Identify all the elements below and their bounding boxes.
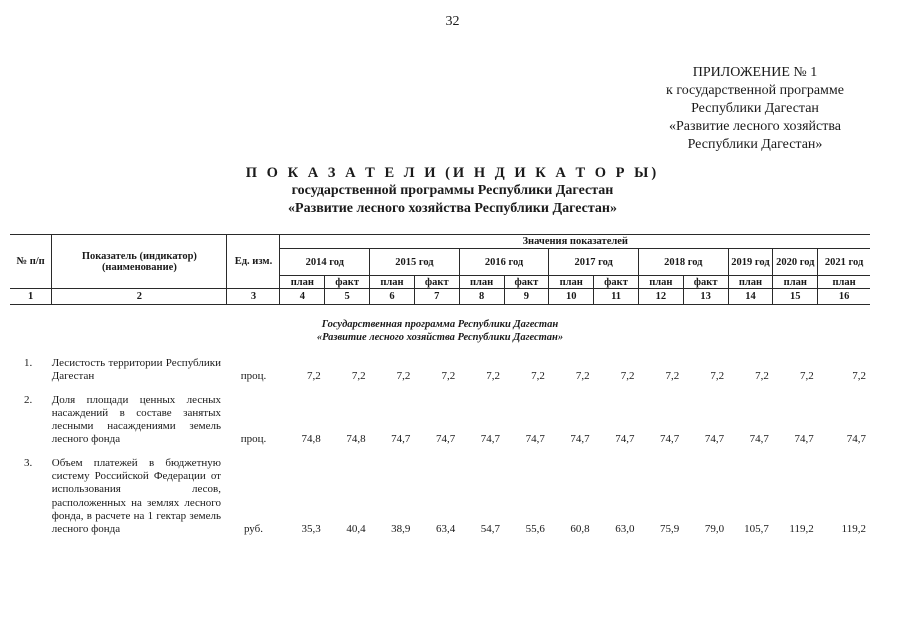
title-line: «Развитие лесного хозяйства Республики Дагестан»	[288, 201, 617, 216]
row-unit: проц.	[240, 433, 267, 446]
row-unit: проц.	[240, 370, 267, 383]
header-year: 2021 год	[818, 249, 870, 276]
column-number: 4	[280, 289, 325, 305]
header-year: 2020 год	[773, 249, 818, 276]
column-number: 13	[683, 289, 728, 305]
row-value: 74,7	[391, 433, 411, 446]
indicators-table	[10, 234, 870, 537]
row-spacer	[10, 447, 870, 457]
row-value: 75,9	[660, 523, 680, 536]
appendix-line: Республики Дагестан	[691, 101, 819, 116]
column-number: 6	[370, 289, 415, 305]
row-value: 7,2	[575, 370, 590, 383]
row-value: 7,2	[710, 370, 725, 383]
table-row	[10, 357, 870, 384]
row-value: 40,4	[346, 523, 366, 536]
row-value: 7,2	[799, 370, 814, 383]
header-year: 2019 год	[728, 249, 773, 276]
column-number: 5	[325, 289, 370, 305]
header-year: 2017 год	[549, 249, 639, 276]
row-value: 7,2	[351, 370, 366, 383]
section-line: Государственная программа Республики Дагестан	[321, 319, 559, 330]
column-number: 7	[414, 289, 459, 305]
section-heading	[10, 305, 870, 358]
row-value: 79,0	[704, 523, 725, 536]
header-year: 2016 год	[459, 249, 549, 276]
row-value: 74,7	[704, 433, 725, 446]
table-row	[10, 394, 870, 447]
header-plan: план	[370, 276, 415, 289]
row-value: 74,7	[846, 433, 866, 446]
document-title	[0, 164, 905, 218]
row-value: 74,7	[435, 433, 456, 446]
row-value: 54,7	[480, 523, 501, 536]
row-value: 74,7	[480, 433, 501, 446]
table-row	[10, 457, 870, 537]
row-unit: руб.	[243, 523, 263, 536]
title-line: государственной программы Республики Дагестан	[291, 183, 614, 198]
header-plan: план	[728, 276, 773, 289]
header-plan: план	[638, 276, 683, 289]
header-fact: факт	[594, 276, 639, 289]
row-value: 60,8	[570, 523, 590, 536]
row-number: 2.	[24, 393, 33, 406]
appendix-block	[620, 64, 890, 154]
header-plan: план	[773, 276, 818, 289]
row-number: 1.	[24, 357, 33, 369]
row-value: 38,9	[391, 523, 411, 536]
row-value: 74,7	[570, 433, 590, 446]
row-value: 74,8	[346, 433, 366, 446]
row-value: 74,7	[660, 433, 680, 446]
header-year: 2015 год	[370, 249, 460, 276]
header-name: Показатель (индикатор) (наименование)	[52, 235, 227, 289]
row-value: 119,2	[841, 523, 866, 536]
header-year: 2018 год	[638, 249, 728, 276]
header-fact: факт	[325, 276, 370, 289]
appendix-line: «Развитие лесного хозяйства	[668, 119, 841, 134]
row-value: 119,2	[789, 523, 814, 536]
row-value: 74,7	[794, 433, 814, 446]
header-plan: план	[818, 276, 870, 289]
column-number: 14	[728, 289, 773, 305]
title-line: П О К А З А Т Е Л И (И Н Д И К А Т О Р Ы)	[245, 165, 660, 181]
row-value: 7,2	[852, 370, 866, 383]
row-value: 7,2	[441, 370, 456, 383]
row-value: 74,7	[525, 433, 545, 446]
row-indicator-name: Лесистость территории Республики Дагестан	[51, 357, 221, 383]
row-number: 3.	[24, 456, 33, 469]
page-number: 32	[445, 14, 460, 29]
row-value: 63,4	[435, 523, 456, 536]
row-value: 74,7	[615, 433, 635, 446]
column-number: 9	[504, 289, 549, 305]
column-number: 8	[459, 289, 504, 305]
header-fact: факт	[504, 276, 549, 289]
header-year: 2014 год	[280, 249, 370, 276]
header-plan: план	[280, 276, 325, 289]
row-value: 7,2	[486, 370, 501, 383]
row-value: 7,2	[396, 370, 411, 383]
section-line: «Развитие лесного хозяйства Республики Дагестан»	[316, 332, 564, 343]
header-num: № п/п	[10, 235, 52, 289]
row-value: 7,2	[665, 370, 680, 383]
column-number: 16	[818, 289, 870, 305]
row-value: 7,2	[755, 370, 769, 383]
header-values-title: Значения показателей	[280, 235, 870, 249]
row-indicator-name: Объем платежей в бюджетную систему Российской Федерации от использования лесов, расположенных на землях лесного фонда, в расчете на 1 гектар земель лесного фонда	[51, 456, 221, 536]
header-fact: факт	[683, 276, 728, 289]
column-number: 12	[638, 289, 683, 305]
column-number: 10	[549, 289, 594, 305]
column-number: 1	[10, 289, 52, 305]
row-value: 74,7	[749, 433, 769, 446]
row-indicator-name: Доля площади ценных лесных насаждений в составе занятых лесными насаждениями земель лесного фонда	[51, 393, 221, 446]
header-fact: факт	[414, 276, 459, 289]
row-value: 7,2	[307, 370, 321, 383]
header-plan: план	[549, 276, 594, 289]
row-value: 35,3	[301, 523, 321, 536]
column-number: 11	[594, 289, 639, 305]
column-number: 15	[773, 289, 818, 305]
column-number: 2	[52, 289, 227, 305]
appendix-line: к государственной программе	[666, 83, 844, 98]
row-spacer	[10, 384, 870, 394]
appendix-line: Республики Дагестан»	[687, 137, 823, 152]
row-value: 74,8	[301, 433, 321, 446]
column-number: 3	[227, 289, 280, 305]
header-plan: план	[459, 276, 504, 289]
row-value: 105,7	[744, 523, 769, 536]
row-value: 55,6	[525, 523, 545, 536]
header-unit: Ед. изм.	[227, 235, 280, 289]
row-value: 7,2	[531, 370, 545, 383]
row-value: 7,2	[620, 370, 635, 383]
appendix-line: ПРИЛОЖЕНИЕ № 1	[692, 65, 818, 80]
row-value: 63,0	[615, 523, 635, 536]
